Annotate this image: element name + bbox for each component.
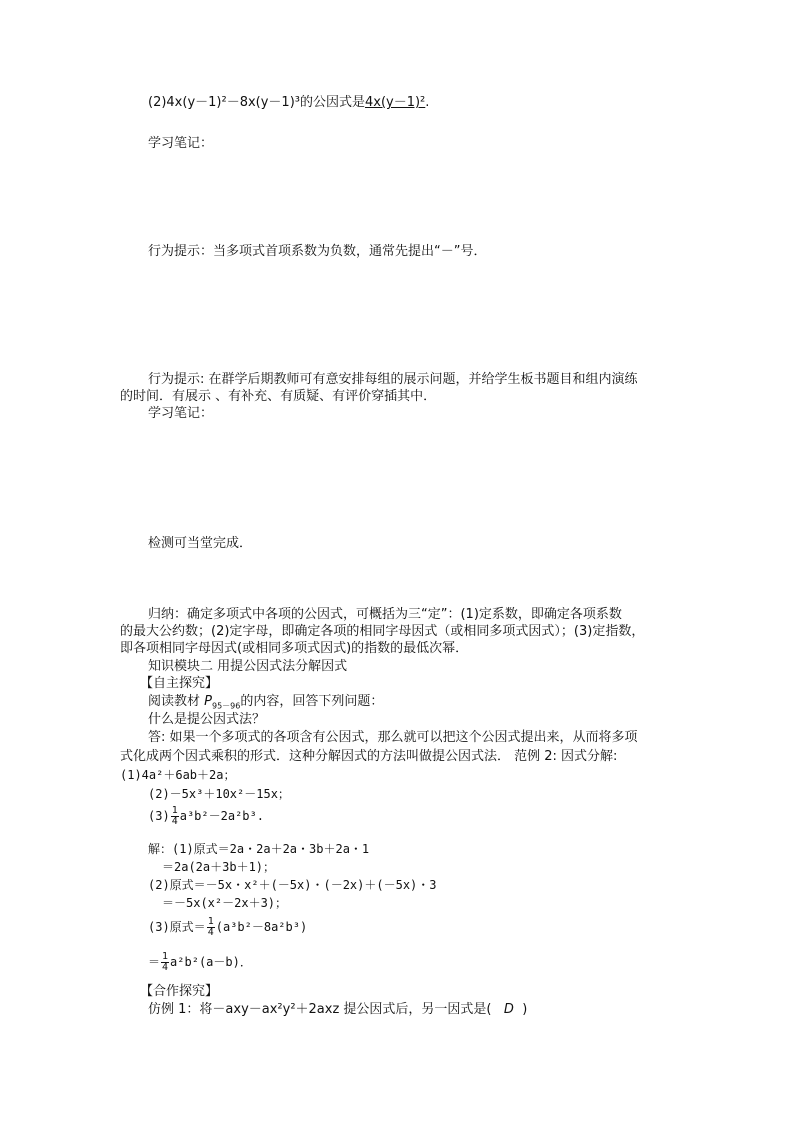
behavior-hint-2-line-1: 行为提示: 在群学后期教师可有意安排每组的展示问题，并给学生板书题目和组内演练 <box>148 372 638 387</box>
solution-3-label: (3)原式＝ <box>148 920 206 934</box>
equals-sign: ＝ <box>148 955 161 969</box>
fraction-denominator: 4 <box>171 816 178 827</box>
summary-line-1: 归纳：确定多项式中各项的公因式，可概括为三“定”：(1)定系数，即确定各项系数 <box>148 607 622 622</box>
answer-line-2: 式化成两个因式乘积的形式．这种分解因式的方法叫做提公因式法． 范例 2: 因式分解: <box>120 749 618 764</box>
summary-line-2: 的最大公约数；(2)定字母，即确定各项的相同字母因式（或相同多项式因式）；(3)定指数， <box>120 624 645 639</box>
study-notes-label-1: 学习笔记： <box>148 136 214 151</box>
cooperative-explore-heading: 【合作探究】 <box>140 984 219 999</box>
solution-3-line-2 <box>148 950 252 974</box>
fraction-one-quarter <box>171 806 179 827</box>
fraction-one-quarter <box>207 917 215 938</box>
example-item-1: (1)4a²＋6ab＋2a； <box>120 768 236 782</box>
solution-2-line-1: (2)原式＝－5x・x²＋(－5x)・(－2x)＋(－5x)・3 <box>148 878 437 892</box>
exercise-2-text: (2)4x(y－1)²－8x(y－1)³的公因式是 <box>148 95 365 110</box>
imitation-example-1 <box>148 1001 527 1019</box>
fraction-numerator: 1 <box>171 805 178 816</box>
solution-3-line-1 <box>148 915 307 939</box>
solution-1-line-2: ＝2a(2a＋3b＋1)； <box>162 860 276 874</box>
summary-line-3: 即各项相同字母因式(或相同多项式因式)的指数的最低次幂． <box>120 641 469 656</box>
imitation-close-paren: ) <box>522 1002 528 1017</box>
self-explore-heading: 【自主探究】 <box>140 676 219 691</box>
fraction-denominator: 4 <box>162 962 169 973</box>
reading-text: 阅读教材 <box>148 694 205 709</box>
exercise-2-line <box>148 94 429 112</box>
example-3-expr: a³b²－2a²b³. <box>179 809 264 823</box>
solution-1-line-1: 解：(1)原式＝2a・2a＋2a・3b＋2a・1 <box>148 842 370 856</box>
solution-3-expr: (a³b²－8a²b³) <box>215 920 308 934</box>
example-item-2: (2)－5x³＋10x²－15x； <box>148 787 290 801</box>
study-notes-label-2: 学习笔记： <box>148 406 214 421</box>
imitation-text: 仿例 1：将－axy－ax²y²＋2axz 提公因式后，另一因式是( <box>148 1002 492 1017</box>
exercise-2-period: . <box>425 95 430 110</box>
module-2-heading: 知识模块二 用提公因式法分解因式 <box>148 659 348 674</box>
fraction-numerator: 1 <box>162 951 169 962</box>
fraction-numerator: 1 <box>207 916 214 927</box>
solution-3-result: a²b²(a－b)． <box>170 955 252 969</box>
question: 什么是提公因式法？ <box>148 712 266 727</box>
imitation-answer: D <box>503 1002 514 1017</box>
example-item-3 <box>148 804 264 828</box>
solution-2-line-2: ＝－5x(x²－2x＋3)； <box>162 896 288 910</box>
page-symbol: P <box>204 694 212 709</box>
fraction-one-quarter <box>161 952 169 973</box>
behavior-hint-2-line-2: 的时间．有展示 、有补充、有质疑、有评价穿插其中． <box>120 389 437 404</box>
check-note: 检测可当堂完成． <box>148 536 253 551</box>
example-3-label: (3) <box>148 809 170 823</box>
reading-text-end: 的内容，回答下列问题： <box>240 694 384 709</box>
page-range: 95－96 <box>211 701 241 711</box>
answer-line-1: 答: 如果一个多项式的各项含有公因式，那么就可以把这个公因式提出来，从而将多项 <box>148 730 638 745</box>
exercise-2-answer: 4x(y－1)² <box>364 95 426 110</box>
behavior-hint-1: 行为提示：当多项式首项系数为负数，通常先提出“－”号． <box>148 244 487 259</box>
fraction-denominator: 4 <box>207 927 214 938</box>
